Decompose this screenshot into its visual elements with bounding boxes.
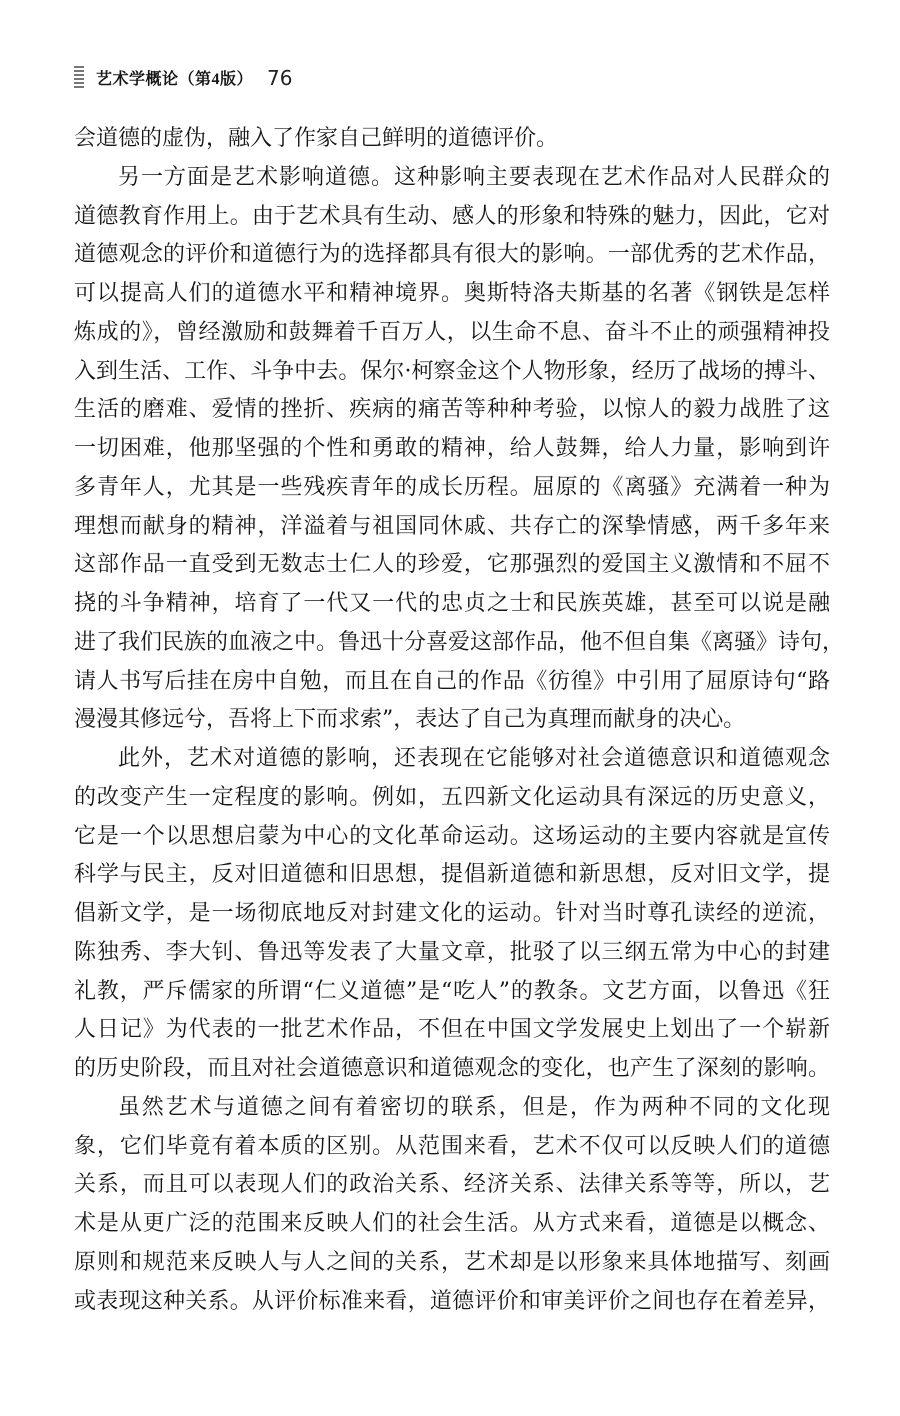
text-line: 它是一个以思想启蒙为中心的文化革命运动。这场运动的主要内容就是宣传	[74, 823, 830, 849]
text-line: 另一方面是艺术影响道德。这种影响主要表现在艺术作品对人民群众的	[118, 164, 830, 190]
text-line: 科学与民主，反对旧道德和旧思想，提倡新道德和新思想，反对旧文学，提	[74, 862, 830, 888]
body-text	[74, 120, 845, 1321]
page-number: 76	[267, 66, 293, 90]
text-line: 道德教育作用上。由于艺术具有生动、感人的形象和特殊的魅力，因此，它对	[74, 203, 830, 229]
text-line: 挠的斗争精神，培育了一代又一代的忠贞之士和民族英雄，甚至可以说是融	[74, 591, 830, 616]
text-line: 多青年人，尤其是一些残疾青年的成长历程。屈原的《离骚》充满着一种为	[74, 474, 830, 500]
text-line: 关系，而且可以表现人们的政治关系、经济关系、法律关系等等，所以，艺	[74, 1172, 830, 1198]
text-line: 礼教，严斥儒家的所谓“仁义道德”是“吃人”的教条。文艺方面，以鲁迅《狂	[74, 978, 830, 1004]
text-line: 入到生活、工作、斗争中去。保尔·柯察金这个人物形象，经历了战场的搏斗、	[74, 358, 830, 384]
text-line: 这部作品一直受到无数志士仁人的珍爱，它那强烈的爱国主义激情和不屈不	[74, 552, 830, 578]
text-line: 人日记》为代表的一批艺术作品，不但在中国文学发展史上划出了一个崭新	[74, 1017, 830, 1043]
text-line: 虽然艺术与道德之间有着密切的联系，但是，作为两种不同的文化现	[118, 1094, 830, 1120]
running-header	[74, 62, 292, 92]
text-line: 陈独秀、李大钊、鲁迅等发表了大量文章，批驳了以三纲五常为中心的封建	[74, 939, 830, 965]
text-line: 的历史阶段，而且对社会道德意识和道德观念的变化，也产生了深刻的影响。	[74, 1056, 830, 1081]
text-line: 原则和规范来反映人与人之间的关系，艺术却是以形象来具体地描写、刻画	[74, 1249, 830, 1275]
text-line: 漫漫其修远兮，吾将上下而求索”，表达了自己为真理而献身的决心。	[74, 707, 746, 733]
text-line: 请人书写后挂在房中自勉，而且在自己的作品《彷徨》中引用了屈原诗句“路	[74, 668, 830, 694]
text-line: 倡新文学，是一场彻底地反对封建文化的运动。针对当时尊孔读经的逆流，	[74, 901, 830, 926]
text-line: 进了我们民族的血液之中。鲁迅十分喜爱这部作品，他不但自集《离骚》诗句，	[74, 629, 845, 655]
text-line: 生活的磨难、爱情的挫折、疾病的痛苦等种种考验，以惊人的毅力战胜了这	[74, 397, 830, 423]
text-line: 象，它们毕竟有着本质的区别。从范围来看，艺术不仅可以反映人们的道德	[74, 1133, 830, 1159]
header-ornament-icon	[74, 66, 84, 88]
text-line: 一切困难，他那坚强的个性和勇敢的精神，给人鼓舞，给人力量，影响到许	[74, 436, 830, 461]
text-line: 理想而献身的精神，洋溢着与祖国同休戚、共存亡的深挚情感，两千多年来	[74, 513, 830, 539]
text-line: 的改变产生一定程度的影响。例如，五四新文化运动具有深远的历史意义，	[74, 784, 830, 810]
book-title: 艺术学概论（第4版）	[96, 70, 254, 88]
text-line: 会道德的虚伪，融入了作家自己鲜明的道德评价。	[74, 126, 559, 151]
text-line: 术是从更广泛的范围来反映人们的社会生活。从方式来看，道德是以概念、	[74, 1211, 830, 1236]
text-line: 此外，艺术对道德的影响，还表现在它能够对社会道德意识和道德观念	[118, 746, 830, 771]
text-line: 炼成的》，曾经激励和鼓舞着千百万人，以生命不息、奋斗不止的顽强精神投	[74, 319, 830, 345]
text-line: 可以提高人们的道德水平和精神境界。奥斯特洛夫斯基的名著《钢铁是怎样	[74, 281, 830, 306]
text-line: 或表现这种关系。从评价标准来看，道德评价和审美评价之间也存在着差异，	[74, 1288, 830, 1314]
text-line: 道德观念的评价和道德行为的选择都具有很大的影响。一部优秀的艺术作品，	[74, 242, 830, 268]
